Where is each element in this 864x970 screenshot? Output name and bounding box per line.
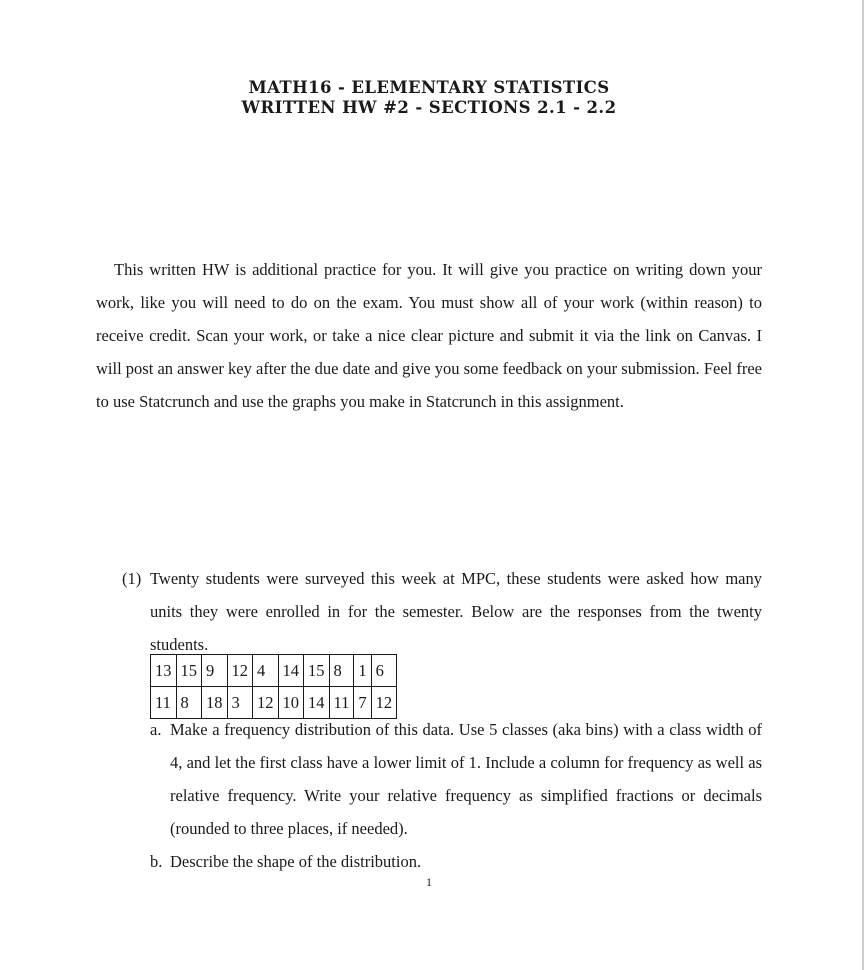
intro-paragraph: This written HW is additional practice for you. It will give you practice on writing down your work, like you will need to do on the exam. You must show all of your work (within reason) to receive credit. Scan your work, or take a nice clear picture and submit it via the link on Canvas. I will post an answer key after the due date and give you some feedback on your submission. Feel free to use Statcrunch and use the graphs you make in Statcrunch in this assignment. bbox=[96, 260, 762, 411]
table-cell: 12 bbox=[371, 687, 397, 719]
table-cell: 11 bbox=[329, 687, 354, 719]
table-cell: 15 bbox=[176, 655, 202, 687]
table-cell: 3 bbox=[227, 687, 253, 719]
table-cell: 14 bbox=[304, 687, 330, 719]
document-title bbox=[0, 78, 858, 118]
part-b-text: Describe the shape of the distribution. bbox=[170, 852, 422, 871]
table-cell: 12 bbox=[227, 655, 253, 687]
table-cell: 10 bbox=[278, 687, 304, 719]
table-row bbox=[151, 655, 397, 687]
data-table bbox=[150, 654, 397, 719]
page-number: 1 bbox=[426, 875, 432, 889]
table-cell: 15 bbox=[304, 655, 330, 687]
table-cell: 6 bbox=[371, 655, 397, 687]
table-cell: 1 bbox=[354, 655, 371, 687]
table-cell: 9 bbox=[202, 655, 228, 687]
table-cell: 14 bbox=[278, 655, 304, 687]
table-cell: 8 bbox=[176, 687, 202, 719]
assignment-title: WRITTEN HW #2 - SECTIONS 2.1 - 2.2 bbox=[241, 98, 617, 117]
table-cell: 7 bbox=[354, 687, 371, 719]
table-cell: 12 bbox=[253, 687, 279, 719]
part-a-label: a. bbox=[150, 720, 162, 739]
table-cell: 13 bbox=[151, 655, 177, 687]
problem-text: Twenty students were surveyed this week at MPC, these students were asked how many units they were enrolled in for the semester. Below are the responses from the twenty students. bbox=[150, 569, 762, 654]
table-cell: 11 bbox=[151, 687, 177, 719]
problem-number: (1) bbox=[122, 569, 142, 588]
table-cell: 8 bbox=[329, 655, 354, 687]
part-a-text: Make a frequency distribution of this data. Use 5 classes (aka bins) with a class width of 4, and let the first class have a lower limit of 1. Include a column for frequency as well as relative frequency. Write your relative frequency as simplified fractions or decimals (rounded to three places, if needed). bbox=[170, 720, 762, 838]
table-cell: 18 bbox=[202, 687, 228, 719]
table-cell: 4 bbox=[253, 655, 279, 687]
course-title: MATH16 - ELEMENTARY STATISTICS bbox=[248, 78, 610, 97]
part-b-label: b. bbox=[150, 852, 163, 871]
